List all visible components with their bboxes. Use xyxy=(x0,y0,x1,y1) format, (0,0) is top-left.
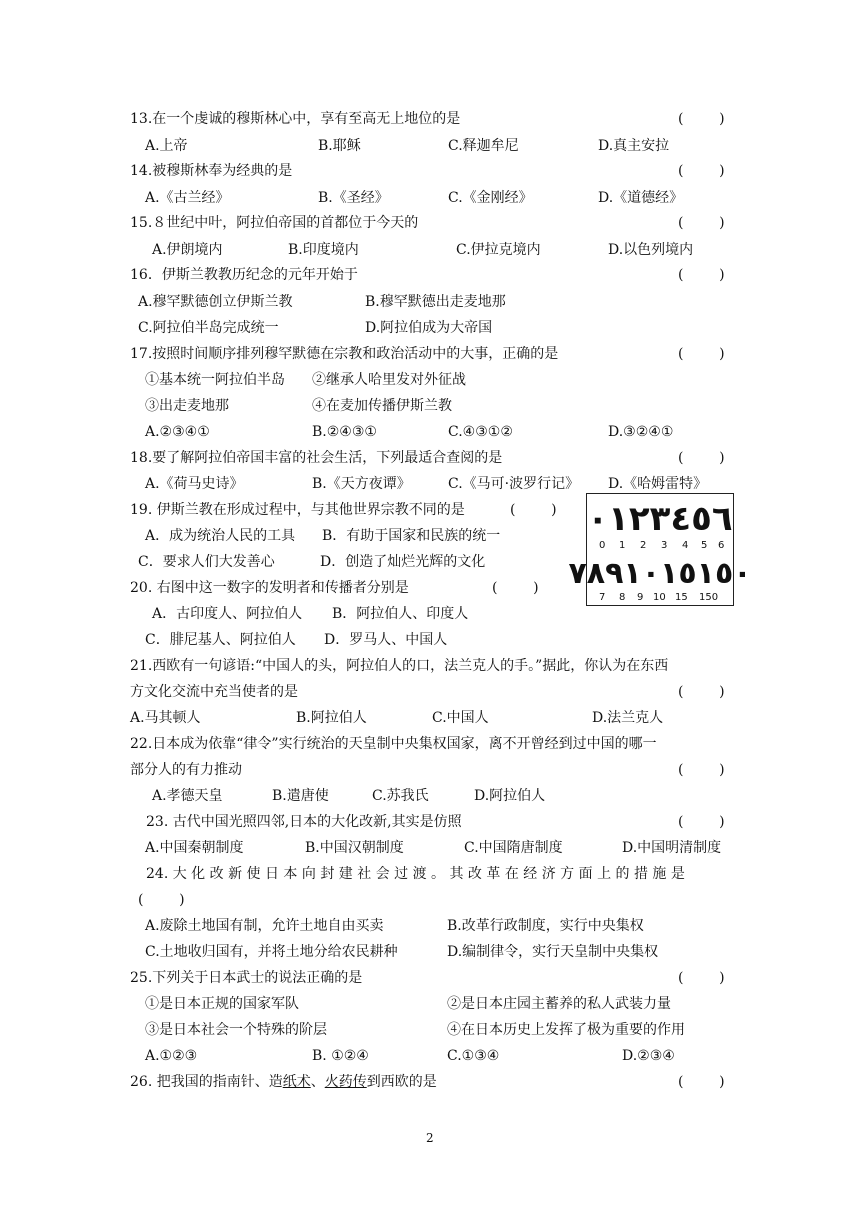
numerals-row1-label-5: 5 xyxy=(701,540,708,551)
question-21-stem-line2: 方文化交流中充当使者的是 xyxy=(130,684,298,700)
q14-option-a: A.《古兰经》 xyxy=(145,190,230,206)
q21-option-b: B.阿拉伯人 xyxy=(296,710,367,726)
q23-option-c: C.中国隋唐制度 xyxy=(464,840,563,856)
question-26-stem xyxy=(130,1073,437,1091)
q24-option-d: D.编制律令，实行天皇制中央集权 xyxy=(447,944,659,960)
q20-option-a: A．古印度人、阿拉伯人 xyxy=(152,606,303,622)
question-13-stem: 13.在一个虔诚的穆斯林心中，享有至高无上地位的是 xyxy=(130,111,461,127)
q21-option-a: A.马其顿人 xyxy=(130,710,201,726)
q19-option-a: A．成为统治人民的工具 xyxy=(145,528,296,544)
q24-option-c: C.土地收归国有，并将土地分给农民耕种 xyxy=(145,944,398,960)
q16-option-a: A.穆罕默德创立伊斯兰教 xyxy=(138,294,293,310)
question-20-stem: 20. 右图中这一数字的发明者和传播者分别是 xyxy=(130,580,409,596)
q15-option-a: A.伊朗境内 xyxy=(152,242,223,258)
q23-option-d: D.中国明清制度 xyxy=(622,840,722,856)
q17-item-3: ③出走麦地那 xyxy=(145,398,229,414)
answer-blank-20[interactable]: ( ) xyxy=(492,580,539,596)
q23-option-a: A.中国秦朝制度 xyxy=(145,840,244,856)
q19-option-d: D．创造了灿烂光辉的文化 xyxy=(320,554,486,570)
question-22-stem-line1: 22.日本成为依靠“律令”实行统治的天皇制中央集权国家，离不开曾经到过中国的哪一 xyxy=(130,736,657,752)
answer-blank-25[interactable]: ( ) xyxy=(678,970,725,986)
arabic-numerals-figure xyxy=(568,493,752,606)
q22-option-c: C.苏我氏 xyxy=(372,788,429,804)
question-17-stem: 17.按照时间顺序排列穆罕默德在宗教和政治活动中的大事，正确的是 xyxy=(130,346,559,362)
numerals-row2-label-9: 9 xyxy=(637,592,644,603)
answer-blank-26[interactable]: ( ) xyxy=(678,1074,725,1090)
q17-option-d: D.③②④① xyxy=(608,424,674,440)
numerals-row2-glyphs: ٧٨٩١٠١٥١٥٠ xyxy=(568,556,752,591)
q15-option-c: C.伊拉克境内 xyxy=(456,242,541,258)
q25-item-4: ④在日本历史上发挥了极为重要的作用 xyxy=(447,1022,685,1038)
q25-option-c: C.①③④ xyxy=(447,1048,500,1064)
q16-option-d: D.阿拉伯成为大帝国 xyxy=(365,320,493,336)
q26-stem-post: 到西欧的是 xyxy=(366,1074,437,1090)
q25-item-1: ①是日本正规的国家军队 xyxy=(145,996,299,1012)
q18-option-c: C.《马可·波罗行记》 xyxy=(448,476,580,492)
q19-option-b: B．有助于国家和民族的统一 xyxy=(322,528,501,544)
question-18-stem: 18.要了解阿拉伯帝国丰富的社会生活，下列最适合查阅的是 xyxy=(130,450,503,466)
q24-option-b: B.改革行政制度，实行中央集权 xyxy=(447,918,644,934)
question-16-stem: 16．伊斯兰教教历纪念的元年开始于 xyxy=(130,267,358,283)
answer-blank-22[interactable]: ( ) xyxy=(678,762,725,778)
q18-option-d: D.《哈姆雷特》 xyxy=(608,476,708,492)
answer-blank-24[interactable]: ( ) xyxy=(138,892,185,908)
question-19-stem: 19. 伊斯兰教在形成过程中，与其他世界宗教不同的是 xyxy=(130,502,465,518)
numerals-row2-label-10: 10 xyxy=(653,592,666,603)
q22-option-b: B.遣唐使 xyxy=(272,788,329,804)
q25-option-b: B. ①②④ xyxy=(312,1048,369,1064)
q13-option-a: A.上帝 xyxy=(145,138,188,154)
question-23-stem: 23. 古代中国光照四邻,日本的大化改新,其实是仿照 xyxy=(146,814,462,830)
q15-option-d: D.以色列境内 xyxy=(608,242,694,258)
numerals-row2-label-15: 15 xyxy=(675,592,688,603)
q25-item-2: ②是日本庄园主蓄养的私人武装力量 xyxy=(447,996,671,1012)
numerals-row1-label-4: 4 xyxy=(682,540,689,551)
numerals-row1-label-2: 2 xyxy=(640,540,647,551)
q22-option-a: A.孝德天皇 xyxy=(152,788,223,804)
answer-blank-17[interactable]: ( ) xyxy=(678,346,725,362)
q17-item-2: ②继承人哈里发对外征战 xyxy=(312,372,466,388)
q13-option-d: D.真主安拉 xyxy=(598,138,670,154)
q26-stem-pre: 26. 把我国的指南针、造 xyxy=(130,1074,283,1090)
question-21-stem-line1: 21.西欧有一句谚语:“中国人的头，阿拉伯人的口，法兰克人的手。”据此，你认为在东西 xyxy=(130,658,669,674)
q21-option-d: D.法兰克人 xyxy=(592,710,664,726)
question-15-stem: 15.８世纪中叶，阿拉伯帝国的首都位于今天的 xyxy=(130,215,419,231)
q20-option-c: C．腓尼基人、阿拉伯人 xyxy=(145,632,296,648)
numerals-row1-label-3: 3 xyxy=(661,540,668,551)
q14-option-d: D.《道德经》 xyxy=(598,190,684,206)
q26-underlined-papermaking: 纸术 xyxy=(282,1074,311,1090)
q17-option-c: C.④③①② xyxy=(448,424,513,440)
question-14-stem: 14.被穆斯林奉为经典的是 xyxy=(130,163,293,179)
answer-blank-15[interactable]: ( ) xyxy=(678,215,725,231)
numerals-row2-label-7: 7 xyxy=(599,592,606,603)
q26-stem-mid: 、 xyxy=(310,1074,325,1090)
q17-item-4: ④在麦加传播伊斯兰教 xyxy=(312,398,452,414)
answer-blank-14[interactable]: ( ) xyxy=(678,163,725,179)
numerals-row2-label-150: 150 xyxy=(699,592,719,603)
question-25-stem: 25.下列关于日本武士的说法正确的是 xyxy=(130,970,363,986)
numerals-row1-label-1: 1 xyxy=(619,540,626,551)
q17-item-1: ①基本统一阿拉伯半岛 xyxy=(145,372,285,388)
answer-blank-18[interactable]: ( ) xyxy=(678,450,725,466)
q16-option-b: B.穆罕默德出走麦地那 xyxy=(365,294,506,310)
q18-option-b: B.《天方夜谭》 xyxy=(312,476,411,492)
answer-blank-21[interactable]: ( ) xyxy=(678,684,725,700)
q16-option-c: C.阿拉伯半岛完成统一 xyxy=(138,320,279,336)
q25-item-3: ③是日本社会一个特殊的阶层 xyxy=(145,1022,327,1038)
question-24-stem-line1: 24. 大 化 改 新 使 日 本 向 封 建 社 会 过 渡 。 其 改 革 在 经 济 方 面 上 的 措 施 是 xyxy=(146,866,685,882)
q25-option-a: A.①②③ xyxy=(145,1048,198,1064)
q21-option-c: C.中国人 xyxy=(432,710,489,726)
q14-option-c: C.《金刚经》 xyxy=(448,190,533,206)
q17-option-b: B.②④③① xyxy=(312,424,377,440)
answer-blank-19[interactable]: ( ) xyxy=(510,502,557,518)
q14-option-b: B.《圣经》 xyxy=(318,190,389,206)
answer-blank-16[interactable]: ( ) xyxy=(678,267,725,283)
q13-option-c: C.释迦牟尼 xyxy=(448,138,519,154)
q22-option-d: D.阿拉伯人 xyxy=(474,788,546,804)
q25-option-d: D.②③④ xyxy=(622,1048,675,1064)
question-22-stem-line2: 部分人的有力推动 xyxy=(130,762,242,778)
page-number: 2 xyxy=(426,1131,434,1145)
q13-option-b: B.耶稣 xyxy=(318,138,361,154)
numerals-row1-glyphs: ٠١٢٣٤٥٦ xyxy=(587,499,733,539)
q18-option-a: A.《荷马史诗》 xyxy=(145,476,244,492)
answer-blank-13[interactable]: ( ) xyxy=(678,111,725,127)
q26-underlined-gunpowder: 火药传 xyxy=(324,1074,367,1090)
q17-option-a: A.②③④① xyxy=(145,424,210,440)
numerals-row1-label-6: 6 xyxy=(718,540,725,551)
q15-option-b: B.印度境内 xyxy=(288,242,359,258)
answer-blank-23[interactable]: ( ) xyxy=(678,814,725,830)
q20-option-b: B．阿拉伯人、印度人 xyxy=(332,606,469,622)
q20-option-d: D．罗马人、中国人 xyxy=(324,632,448,648)
numerals-row2-label-8: 8 xyxy=(619,592,626,603)
q19-option-c: C．要求人们大发善心 xyxy=(138,554,275,570)
q23-option-b: B.中国汉朝制度 xyxy=(305,840,404,856)
numerals-row1-label-0: 0 xyxy=(599,540,606,551)
q24-option-a: A.废除土地国有制，允许土地自由买卖 xyxy=(145,918,384,934)
